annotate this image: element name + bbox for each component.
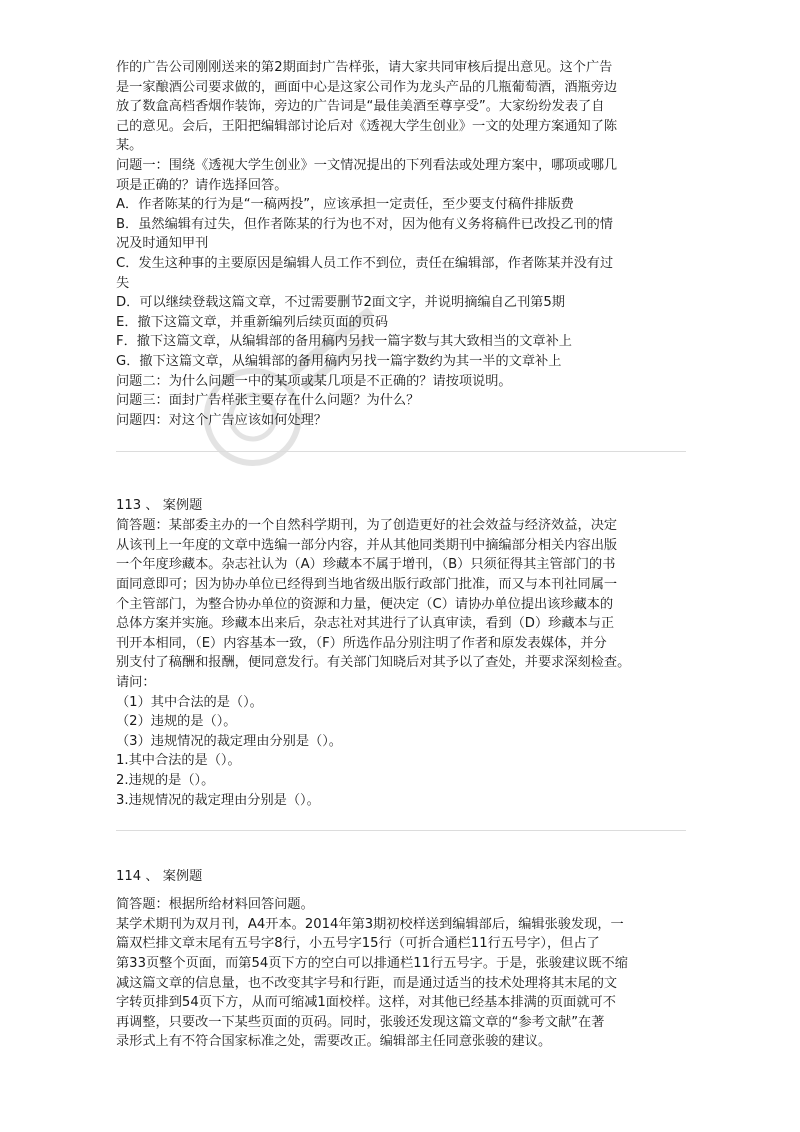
- option-g: G．撤下这篇文章，从编辑部的备用稿内另找一篇字数约为其一半的文章补上: [116, 353, 562, 369]
- sub-question: 1.其中合法的是（）。: [116, 753, 241, 769]
- text-line: 简答题：某部委主办的一个自然科学期刊，为了创造更好的社会效益与经济效益，决定: [116, 518, 618, 534]
- sub-question: （2）违规的是（）。: [116, 714, 237, 730]
- option-d: D．可以继续登载这篇文章，不过需要删节2面文字，并说明摘编自乙刊第5期: [116, 295, 565, 311]
- sub-question: 3.违规情况的裁定理由分别是（）。: [116, 792, 320, 808]
- text-line: 某学术期刊为双月刊，A4开本。2014年第3期初校样送到编辑部后，编辑张骏发现，一: [116, 916, 624, 932]
- document-page: [116, 58, 686, 1052]
- section-case-114: [116, 895, 686, 1052]
- text-line: 个主管部门，为整合协办单位的资源和力量，便决定（C）请协办单位提出该珍藏本的: [116, 596, 614, 612]
- text-line: 总体方案并实施。珍藏本出来后，杂志社对其进行了认真审读，看到（D）珍藏本与正: [116, 616, 615, 632]
- text-line: 作的广告公司刚刚送来的第2期面封广告样张，请大家共同审核后提出意见。这个广告: [116, 60, 613, 75]
- option-b: B．虽然编辑有过失，但作者陈某的行为也不对，因为他有义务将稿件已改投乙刊的情: [116, 216, 613, 232]
- text-line: 己的意见。会后，王阳把编辑部讨论后对《透视大学生创业》一文的处理方案通知了陈: [116, 118, 618, 134]
- option-a: A．作者陈某的行为是“一稿两投”，应该承担一定责任，至少要支付稿件排版费: [116, 197, 574, 213]
- option-f: F．撤下这篇文章，从编辑部的备用稿内另找一篇字数与其大致相当的文章补上: [116, 334, 572, 350]
- text-line: 字转页排到54页下方，从而可缩减1面校样。这样，对其他已经基本排满的页面就可不: [116, 995, 616, 1011]
- sub-question: （3）违规情况的裁定理由分别是（）。: [116, 733, 342, 749]
- text-line: 录形式上有不符合国家标准之处，需要改正。编辑部主任同意张骏的建议。: [116, 1034, 552, 1050]
- question-three: 问题三：面封广告样张主要存在什么问题？为什么？: [116, 393, 420, 409]
- text-line: 面同意即可；因为协办单位已经得到当地省级出版行政部门批准，而又与本刊社同属一: [116, 577, 618, 593]
- text-line: 请问：: [116, 675, 156, 691]
- text-line: 刊开本相同，（E）内容基本一致，（F）所选作品分别注明了作者和原发表媒体，并分: [116, 635, 607, 651]
- question-two: 问题二：为什么问题一中的某项或某几项是不正确的？请按项说明。: [116, 373, 512, 389]
- section-divider: [116, 830, 686, 831]
- text-line: 从该刊上一年度的文章中选编一部分内容，并从其他同类期刊中摘编部分相关内容出版: [116, 537, 618, 553]
- question-one: 问题一：围绕《透视大学生创业》一文情况提出的下列看法或处理方案中，哪项或哪几: [116, 157, 618, 173]
- text-line: 减这篇文章的信息量，也不改变其字号和行距，而是通过适当的技术处理将其末尾的文: [116, 975, 618, 991]
- text-line: 再调整，只要改一下某些页面的页码。同时，张骏还发现这篇文章的“参考文献”在著: [116, 1014, 605, 1030]
- section-continued-case: [116, 58, 686, 430]
- text-line: 篇双栏排文章末尾有五号字8行，小五号字15行（可折合通栏11行五号字），但占了: [116, 936, 600, 952]
- text-line: 别支付了稿酬和报酬，便同意发行。有关部门知晓后对其予以了查处，并要求深刻检查。: [116, 655, 631, 671]
- sub-question: （1）其中合法的是（）。: [116, 694, 263, 710]
- section-case-113: [116, 516, 686, 810]
- text-line: 某。: [116, 138, 143, 154]
- text-line: 况及时通知甲刊: [116, 236, 209, 252]
- text-line: 失: [116, 275, 130, 291]
- text-line: 是一家酿酒公司要求做的，画面中心是这家公司作为龙头产品的几瓶葡萄酒，酒瓶旁边: [116, 79, 618, 95]
- text-line: 项是正确的？请作选择回答。: [116, 177, 288, 193]
- question-heading-114: 114 、 案例题: [116, 869, 203, 885]
- section-divider: [116, 451, 686, 452]
- text-line: 简答题：根据所给材料回答问题。: [116, 897, 314, 913]
- sub-question: 2.违规的是（）。: [116, 773, 215, 788]
- text-line: 放了数盒高档香烟作装饰，旁边的广告词是“最佳美酒至尊享受”。大家纷纷发表了自: [116, 99, 605, 115]
- question-heading-113: 113 、 案例题: [116, 498, 203, 514]
- text-line: 一个年度珍藏本。杂志社认为（A）珍藏本不属于增刊，（B）只须征得其主管部门的书: [116, 557, 616, 573]
- question-four: 问题四：对这个广告应该如何处理？: [116, 412, 327, 428]
- text-line: 第33页整个页面，而第54页下方的空白可以排通栏11行五号字。于是，张骏建议既不缩: [116, 955, 628, 971]
- option-e: E．撤下这篇文章，并重新编列后续页面的页码: [116, 314, 389, 330]
- option-c: C．发生这种事的主要原因是编辑人员工作不到位，责任在编辑部，作者陈某并没有过: [116, 255, 614, 271]
